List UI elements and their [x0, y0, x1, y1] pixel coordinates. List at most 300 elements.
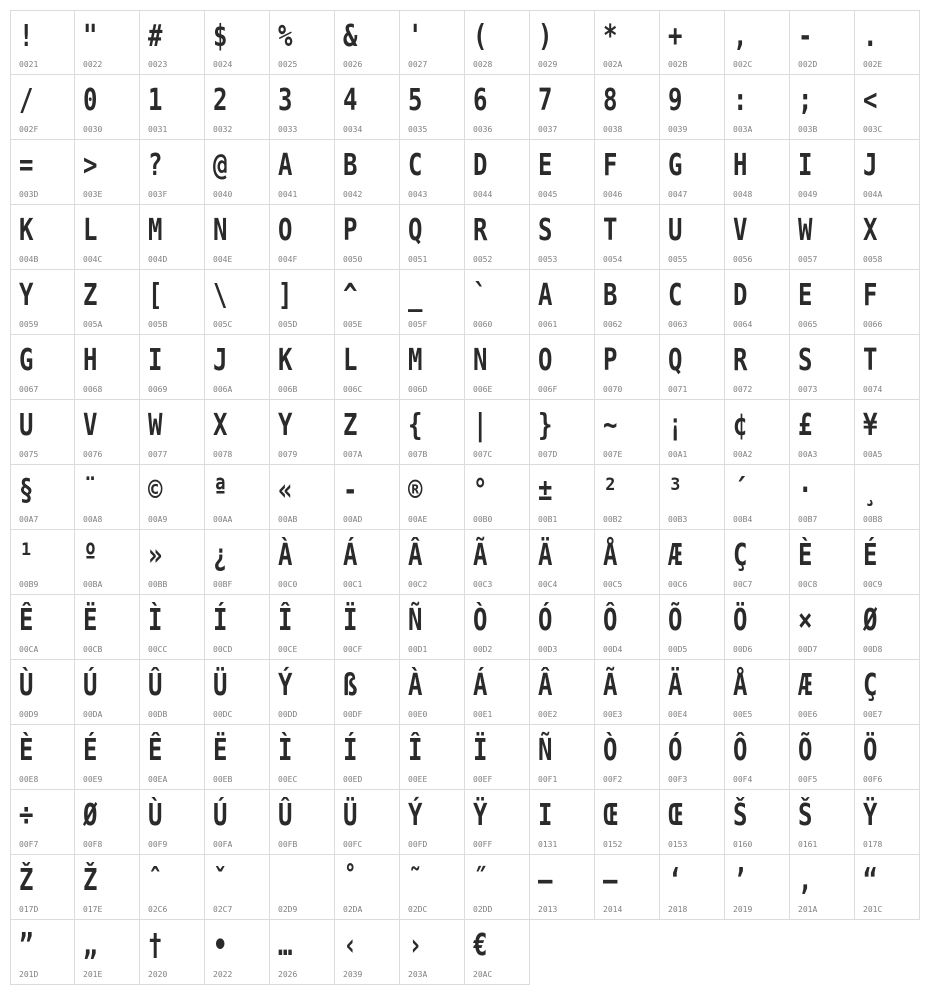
glyph-cell: [855, 725, 920, 790]
glyph-codepoint-label: 00AB: [278, 515, 298, 524]
glyph-sample: F: [603, 148, 618, 183]
glyph-cell: [725, 790, 790, 855]
glyph-sample: X: [213, 408, 228, 443]
glyph-cell: [335, 465, 400, 530]
glyph-cell: [75, 140, 140, 205]
glyph-codepoint-label: 017E: [83, 905, 103, 914]
glyph-sample: %: [278, 19, 293, 54]
glyph-cell: [725, 10, 790, 75]
glyph-sample: Ü: [213, 668, 228, 703]
glyph-cell: [855, 595, 920, 660]
glyph-sample: I: [538, 798, 553, 833]
glyph-sample: P: [343, 213, 358, 248]
glyph-sample: ˚: [343, 863, 358, 898]
glyph-codepoint-label: 00E2: [538, 710, 558, 719]
glyph-sample: N: [473, 343, 488, 378]
glyph-codepoint-label: 02DA: [343, 905, 363, 914]
glyph-sample: ˝: [473, 863, 488, 898]
glyph-cell: [530, 10, 595, 75]
glyph-sample: —: [603, 863, 618, 898]
glyph-sample: ˇ: [213, 863, 228, 898]
glyph-codepoint-label: 00FB: [278, 840, 298, 849]
glyph-codepoint-label: 0045: [538, 190, 558, 199]
glyph-cell: [660, 140, 725, 205]
glyph-sample: Ž: [83, 863, 98, 898]
glyph-codepoint-label: 00AA: [213, 515, 233, 524]
glyph-codepoint-label: 00B2: [603, 515, 623, 524]
glyph-codepoint-label: 00B1: [538, 515, 558, 524]
glyph-sample: Š: [798, 798, 813, 833]
glyph-cell: [725, 270, 790, 335]
glyph-codepoint-label: 0042: [343, 190, 363, 199]
glyph-sample: T: [603, 213, 618, 248]
glyph-codepoint-label: 0052: [473, 255, 493, 264]
glyph-codepoint-label: 2013: [538, 905, 558, 914]
glyph-cell: [595, 400, 660, 465]
glyph-codepoint-label: 00BA: [83, 580, 103, 589]
glyph-cell: [595, 790, 660, 855]
glyph-sample: Õ: [798, 733, 813, 768]
glyph-codepoint-label: 00F1: [538, 775, 558, 784]
glyph-sample: |: [473, 408, 488, 443]
glyph-codepoint-label: 00D6: [733, 645, 753, 654]
glyph-sample: Ò: [603, 733, 618, 768]
glyph-codepoint-label: 00F7: [19, 840, 39, 849]
glyph-codepoint-label: 0038: [603, 125, 623, 134]
glyph-cell: [790, 10, 855, 75]
glyph-codepoint-label: 0069: [148, 385, 168, 394]
glyph-codepoint-label: 02D9: [278, 905, 298, 914]
glyph-cell: [205, 10, 270, 75]
glyph-cell: [335, 140, 400, 205]
glyph-codepoint-label: 0033: [278, 125, 298, 134]
glyph-cell: [75, 855, 140, 920]
glyph-codepoint-label: 0029: [538, 60, 558, 69]
glyph-sample: =: [19, 148, 34, 183]
glyph-sample: D: [733, 278, 748, 313]
glyph-sample: Š: [733, 798, 748, 833]
glyph-cell: [205, 790, 270, 855]
glyph-cell: [855, 335, 920, 400]
glyph-codepoint-label: 00B7: [798, 515, 818, 524]
glyph-sample: ß: [343, 668, 358, 703]
glyph-codepoint-label: 0026: [343, 60, 363, 69]
glyph-codepoint-label: 005B: [148, 320, 168, 329]
glyph-codepoint-label: 0063: [668, 320, 688, 329]
glyph-sample: «: [278, 473, 293, 508]
glyph-cell: [335, 660, 400, 725]
glyph-sample: Ô: [603, 603, 618, 638]
glyph-codepoint-label: 0160: [733, 840, 753, 849]
glyph-cell: [75, 530, 140, 595]
glyph-sample: Î: [408, 733, 423, 768]
glyph-sample: R: [473, 213, 488, 248]
glyph-sample: B: [603, 278, 618, 313]
glyph-codepoint-label: 00F2: [603, 775, 623, 784]
glyph-codepoint-label: 0076: [83, 450, 103, 459]
glyph-codepoint-label: 003B: [798, 125, 818, 134]
glyph-sample: 3: [278, 83, 293, 118]
glyph-codepoint-label: 006B: [278, 385, 298, 394]
glyph-cell: [660, 595, 725, 660]
glyph-cell: [75, 595, 140, 660]
glyph-codepoint-label: 0068: [83, 385, 103, 394]
glyph-cell: [530, 205, 595, 270]
glyph-sample: E: [538, 148, 553, 183]
glyph-codepoint-label: 201A: [798, 905, 818, 914]
glyph-codepoint-label: 203A: [408, 970, 428, 979]
glyph-sample: Æ: [668, 538, 683, 573]
glyph-sample: …: [278, 928, 293, 963]
glyph-sample: 6: [473, 83, 488, 118]
glyph-sample: W: [798, 213, 813, 248]
glyph-sample: 1: [148, 83, 163, 118]
glyph-cell: [530, 855, 595, 920]
glyph-cell: [140, 205, 205, 270]
glyph-cell: [725, 75, 790, 140]
glyph-cell: [10, 140, 75, 205]
glyph-codepoint-label: 0067: [19, 385, 39, 394]
glyph-sample: ¿: [213, 538, 228, 573]
glyph-sample: U: [668, 213, 683, 248]
glyph-codepoint-label: 003F: [148, 190, 168, 199]
glyph-codepoint-label: 005F: [408, 320, 428, 329]
glyph-codepoint-label: 0070: [603, 385, 623, 394]
glyph-codepoint-label: 00C3: [473, 580, 493, 589]
glyph-cell: [465, 790, 530, 855]
glyph-sample: Õ: [668, 603, 683, 638]
glyph-codepoint-label: 003D: [19, 190, 39, 199]
glyph-sample: Ô: [733, 733, 748, 768]
glyph-cell: [660, 465, 725, 530]
glyph-cell: [140, 920, 205, 985]
glyph-sample: W: [148, 408, 163, 443]
glyph-codepoint-label: 004B: [19, 255, 39, 264]
glyph-sample: ‚: [798, 863, 813, 898]
glyph-codepoint-label: 2018: [668, 905, 688, 914]
glyph-sample: É: [863, 538, 878, 573]
glyph-sample: Y: [19, 278, 34, 313]
glyph-cell: [465, 465, 530, 530]
glyph-sample: F: [863, 278, 878, 313]
glyph-codepoint-label: 00DF: [343, 710, 363, 719]
glyph-codepoint-label: 00DD: [278, 710, 298, 719]
glyph-codepoint-label: 003A: [733, 125, 753, 134]
glyph-sample: Ã: [473, 538, 488, 573]
glyph-cell: [75, 270, 140, 335]
glyph-cell: [335, 920, 400, 985]
glyph-cell: [400, 75, 465, 140]
glyph-sample: Ë: [83, 603, 98, 638]
glyph-codepoint-label: 0047: [668, 190, 688, 199]
glyph-sample: O: [538, 343, 553, 378]
glyph-sample: Ú: [213, 798, 228, 833]
glyph-sample: ”: [19, 928, 34, 963]
glyph-sample: ²: [603, 473, 618, 508]
glyph-cell: [855, 660, 920, 725]
glyph-cell: [400, 270, 465, 335]
glyph-codepoint-label: 00A2: [733, 450, 753, 459]
glyph-sample: U: [19, 408, 34, 443]
glyph-sample: Û: [278, 798, 293, 833]
glyph-cell: [465, 75, 530, 140]
glyph-sample: V: [733, 213, 748, 248]
glyph-cell: [270, 400, 335, 465]
glyph-cell: [205, 400, 270, 465]
glyph-cell: [205, 855, 270, 920]
glyph-codepoint-label: 02DD: [473, 905, 493, 914]
glyph-codepoint-label: 00DB: [148, 710, 168, 719]
glyph-cell: [335, 270, 400, 335]
glyph-cell: [140, 75, 205, 140]
glyph-codepoint-label: 00B0: [473, 515, 493, 524]
glyph-cell: [660, 270, 725, 335]
glyph-codepoint-label: 006E: [473, 385, 493, 394]
glyph-codepoint-label: 201D: [19, 970, 39, 979]
glyph-sample: Æ: [798, 668, 813, 703]
glyph-cell: [75, 920, 140, 985]
glyph-codepoint-label: 0062: [603, 320, 623, 329]
glyph-cell: [400, 595, 465, 660]
glyph-codepoint-label: 00E3: [603, 710, 623, 719]
glyph-codepoint-label: 0064: [733, 320, 753, 329]
glyph-sample: B: [343, 148, 358, 183]
glyph-sample: Â: [408, 538, 423, 573]
glyph-cell: [465, 335, 530, 400]
glyph-codepoint-label: 0031: [148, 125, 168, 134]
glyph-codepoint-label: 0022: [83, 60, 103, 69]
glyph-sample: 9: [668, 83, 683, 118]
glyph-sample: Ü: [343, 798, 358, 833]
glyph-sample: Œ: [668, 798, 683, 833]
glyph-cell: [595, 725, 660, 790]
glyph-cell: [140, 595, 205, 660]
glyph-codepoint-label: 00A1: [668, 450, 688, 459]
glyph-sample: Ñ: [538, 733, 553, 768]
glyph-codepoint-label: 00C2: [408, 580, 428, 589]
glyph-cell: [400, 920, 465, 985]
glyph-sample: G: [668, 148, 683, 183]
glyph-codepoint-label: 00C6: [668, 580, 688, 589]
glyph-cell: [790, 790, 855, 855]
glyph-cell: [595, 140, 660, 205]
glyph-cell: [335, 10, 400, 75]
glyph-cell: [75, 335, 140, 400]
glyph-sample: Ý: [408, 798, 423, 833]
glyph-sample: Ö: [733, 603, 748, 638]
glyph-codepoint-label: 00EE: [408, 775, 428, 784]
glyph-cell: [400, 790, 465, 855]
glyph-codepoint-label: 0057: [798, 255, 818, 264]
glyph-codepoint-label: 201C: [863, 905, 883, 914]
glyph-cell: [790, 400, 855, 465]
glyph-cell: [725, 205, 790, 270]
glyph-sample: ¥: [863, 408, 878, 443]
glyph-cell: [530, 400, 595, 465]
glyph-codepoint-label: 00FA: [213, 840, 233, 849]
glyph-sample: Û: [148, 668, 163, 703]
glyph-sample: °: [473, 473, 488, 508]
glyph-sample: Ä: [538, 538, 553, 573]
glyph-cell: [270, 335, 335, 400]
glyph-sample: I: [798, 148, 813, 183]
glyph-sample: L: [83, 213, 98, 248]
glyph-cell: [530, 660, 595, 725]
glyph-codepoint-label: 007A: [343, 450, 363, 459]
glyph-codepoint-label: 00E5: [733, 710, 753, 719]
glyph-cell: [205, 75, 270, 140]
glyph-sample: Œ: [603, 798, 618, 833]
glyph-sample: Á: [343, 538, 358, 573]
glyph-cell: [465, 270, 530, 335]
glyph-sample: (: [473, 19, 488, 54]
glyph-codepoint-label: 002A: [603, 60, 623, 69]
glyph-codepoint-label: 00F4: [733, 775, 753, 784]
glyph-cell: [205, 660, 270, 725]
glyph-codepoint-label: 0074: [863, 385, 883, 394]
glyph-cell: [725, 335, 790, 400]
glyph-codepoint-label: 007E: [603, 450, 623, 459]
glyph-cell: [660, 335, 725, 400]
glyph-sample: Ä: [668, 668, 683, 703]
glyph-sample: K: [278, 343, 293, 378]
glyph-cell: [595, 855, 660, 920]
glyph-codepoint-label: 003E: [83, 190, 103, 199]
glyph-codepoint-label: 0024: [213, 60, 233, 69]
glyph-sample: –: [538, 863, 553, 898]
glyph-codepoint-label: 002D: [798, 60, 818, 69]
glyph-codepoint-label: 00CC: [148, 645, 168, 654]
glyph-codepoint-label: 0152: [603, 840, 623, 849]
glyph-cell: [270, 595, 335, 660]
glyph-sample: Å: [603, 538, 618, 573]
glyph-codepoint-label: 002E: [863, 60, 883, 69]
glyph-cell: [725, 400, 790, 465]
glyph-cell: [855, 140, 920, 205]
glyph-codepoint-label: 00D1: [408, 645, 428, 654]
glyph-cell: [465, 920, 530, 985]
glyph-cell: [400, 335, 465, 400]
glyph-sample: Ï: [473, 733, 488, 768]
glyph-sample: :: [733, 83, 748, 118]
glyph-cell: [790, 530, 855, 595]
glyph-cell: [465, 595, 530, 660]
glyph-codepoint-label: 00A8: [83, 515, 103, 524]
glyph-cell: [335, 75, 400, 140]
glyph-codepoint-label: 00FD: [408, 840, 428, 849]
glyph-sample: 5: [408, 83, 423, 118]
glyph-cell: [595, 270, 660, 335]
glyph-sample: @: [213, 148, 228, 183]
glyph-sample: 0: [83, 83, 98, 118]
glyph-cell: [400, 465, 465, 530]
glyph-cell: [530, 270, 595, 335]
glyph-sample: Ø: [863, 603, 878, 638]
glyph-sample: &: [343, 19, 358, 54]
glyph-sample: _: [408, 278, 423, 313]
glyph-sample: Å: [733, 668, 748, 703]
glyph-sample: Q: [408, 213, 423, 248]
glyph-cell: [335, 855, 400, 920]
glyph-sample: -: [343, 473, 358, 508]
glyph-codepoint-label: 007D: [538, 450, 558, 459]
glyph-cell: [790, 335, 855, 400]
glyph-sample: G: [19, 343, 34, 378]
glyph-cell: [270, 140, 335, 205]
glyph-sample: »: [148, 538, 163, 573]
glyph-sample: ¸: [863, 473, 878, 508]
glyph-codepoint-label: 0060: [473, 320, 493, 329]
glyph-codepoint-label: 2020: [148, 970, 168, 979]
glyph-cell: [10, 855, 75, 920]
glyph-codepoint-label: 00FF: [473, 840, 493, 849]
glyph-cell: [205, 725, 270, 790]
glyph-sample: M: [148, 213, 163, 248]
glyph-sample: Ã: [603, 668, 618, 703]
glyph-cell: [10, 335, 75, 400]
glyph-cell: [205, 270, 270, 335]
glyph-sample: ,: [733, 19, 748, 54]
glyph-codepoint-label: 201E: [83, 970, 103, 979]
glyph-sample: Ö: [863, 733, 878, 768]
glyph-cell: [75, 75, 140, 140]
glyph-sample: Î: [278, 603, 293, 638]
glyph-codepoint-label: 00F8: [83, 840, 103, 849]
glyph-codepoint-label: 00A7: [19, 515, 39, 524]
glyph-cell: [790, 725, 855, 790]
glyph-sample: L: [343, 343, 358, 378]
glyph-codepoint-label: 00AE: [408, 515, 428, 524]
glyph-sample: Ì: [148, 603, 163, 638]
glyph-sample: ¨: [83, 473, 98, 508]
glyph-sample: J: [213, 343, 228, 378]
glyph-codepoint-label: 002F: [19, 125, 39, 134]
glyph-codepoint-label: 003C: [863, 125, 883, 134]
glyph-codepoint-label: 00E4: [668, 710, 688, 719]
glyph-cell: [205, 530, 270, 595]
glyph-codepoint-label: 00CD: [213, 645, 233, 654]
glyph-codepoint-label: 00F6: [863, 775, 883, 784]
glyph-codepoint-label: 00BF: [213, 580, 233, 589]
glyph-codepoint-label: 00EF: [473, 775, 493, 784]
glyph-codepoint-label: 0056: [733, 255, 753, 264]
glyph-sample: ˆ: [148, 863, 163, 898]
glyph-sample: V: [83, 408, 98, 443]
glyph-cell: [270, 205, 335, 270]
glyph-codepoint-label: 2014: [603, 905, 623, 914]
glyph-cell: [400, 530, 465, 595]
glyph-codepoint-label: 00E7: [863, 710, 883, 719]
glyph-cell: [855, 400, 920, 465]
glyph-sample: Ÿ: [863, 798, 878, 833]
glyph-codepoint-label: 00AD: [343, 515, 363, 524]
glyph-codepoint-label: 0025: [278, 60, 298, 69]
glyph-cell: [75, 205, 140, 270]
glyph-codepoint-label: 007C: [473, 450, 493, 459]
glyph-cell: [140, 400, 205, 465]
glyph-codepoint-label: 2019: [733, 905, 753, 914]
glyph-codepoint-label: 00C1: [343, 580, 363, 589]
glyph-sample: {: [408, 408, 423, 443]
glyph-sample: +: [668, 19, 683, 54]
glyph-codepoint-label: 00F3: [668, 775, 688, 784]
glyph-cell: [205, 595, 270, 660]
glyph-sample: E: [798, 278, 813, 313]
glyph-sample: Â: [538, 668, 553, 703]
glyph-sample: È: [19, 733, 34, 768]
glyph-sample: Ž: [19, 863, 34, 898]
glyph-codepoint-label: 00A5: [863, 450, 883, 459]
